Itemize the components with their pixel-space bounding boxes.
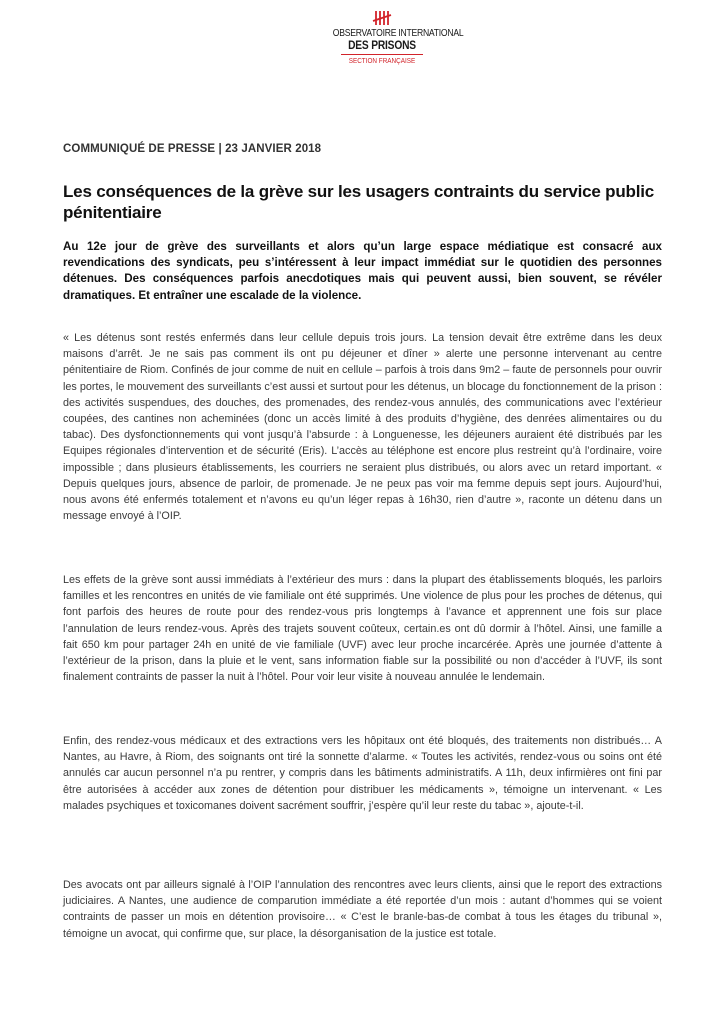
body-paragraph-4: Des avocats ont par ailleurs signalé à l’OIP l’annulation des rencontres avec leurs clients, ainsi que le report des extractions judiciaires. A Nantes, une audience de comparution immédiate a été reportée d’un mois : autant d’hommes qui se voient contraints de passer un mois en détention provisoire… « C’est le branle-bas-de combat à tous les étages du tribunal », témoigne un avocat, qui confirme que, sur place, la désorganisation de la justice est totale. — [63, 879, 662, 940]
oip-logo — [322, 10, 464, 65]
body-paragraph-1: « Les détenus sont restés enfermés dans leur cellule depuis trois jours. La tension devait être extrême dans les deux maisons d’arrêt. Je ne sais pas comment ils ont pu déjeuner et dîner » alerte une personne intervenant au centre pénitentiaire de Riom. Confinés de jour comme de nuit en cellule – parfois à trois dans 9m2 – faute de personnels pour ouvrir les portes, le mouvement des surveillants c’est aussi et surtout pour les détenus, un blocage du fonctionnement de la prison : des activités suspendues, des douches, des promenades, des rendez-vous annulés, des communications avec l’extérieur coupées, des cantines non acheminées (donc un accès limité à des produits d’hygiène, des denrées alimentaires ou du tabac). Des dysfonctionnements qui vont jusqu’à l’absurde : à Longuenesse, les déjeuners auraient été distribués par les Equipes régionales d’intervention et de sécurité (Eris). L’accès au téléphone est encore plus restreint qu’à l’ordinaire, voire impossible ; dans plusieurs établissements, les courriers ne seraient plus distribués, ou alors avec un retard important. « Depuis quelques jours, absence de parloir, de promenade. Je ne peux pas voir ma femme depuis sept jours. Aujourd’hui, nous avons été enfermés totalement et n’avons eu qu’un léger repas à 16h30, rien d’autre », raconte un détenu dans un message envoyé à l’OIP. — [63, 332, 662, 523]
logo-org-line2: DES PRISONS — [348, 38, 416, 52]
logo-divider — [341, 54, 423, 55]
logo-section-line: SECTION FRANÇAISE — [348, 56, 416, 65]
logo-org-line1: OBSERVATOIRE INTERNATIONAL — [332, 27, 464, 39]
body-paragraph-2: Les effets de la grève sont aussi immédiats à l’extérieur des murs : dans la plupart des établissements bloqués, les parloirs familles et les rencontres en unités de vie familiale ont été supprimés. Une violence de plus pour les proches de détenus, qui font parfois des heures de route pour des rendez-vous pris longtemps à l’avance et apprennent une fois sur place l’annulation de leurs rendez-vous. Après des trajets souvent coûteux, certain.es ont dû dormir à l’hôtel. Ainsi, une famille a fait 650 km pour partager 24h en unité de vie familiale (UVF) avec leur proche incarcérée. Après une journée d’attente à l’extérieur de la prison, dans la pluie et le vent, sans information fiable sur la possibilité ou non d’accéder à l’UVF, ils sont finalement contraints de passer la nuit à l’hôtel. Pour voir leur visite à nouveau annulée le lendemain. — [63, 574, 662, 684]
press-release-dateline: COMMUNIQUÉ DE PRESSE | 23 JANVIER 2018 — [63, 143, 322, 155]
body-paragraph-3: Enfin, des rendez-vous médicaux et des extractions vers les hôpitaux ont été bloqués, des traitements non distribués… A Nantes, au Havre, à Riom, des soignants ont tiré la sonnette d’alarme. « Toutes les activités, rendez-vous ou soins ont été annulés car aucun personnel n’a pu rentrer, y compris dans les bâtiments administratifs. A 11h, deux infirmières ont fini par être autorisées à accéder aux zones de détention pour distribuer les médicaments », témoigne un intervenant. « Les malades psychiques et toxicomanes doivent sacrément souffrir, j’espère qu’il leur reste du tabac », ajoute-t-il. — [63, 735, 662, 812]
prison-bars-tally-icon — [371, 10, 393, 26]
lead-paragraph: Au 12e jour de grève des surveillants et alors qu’un large espace médiatique est consacré aux revendications des syndicats, peu s’intéressent à leur impact immédiat sur le quotidien des personnes détenues. Des conséquences parfois anecdotiques mais qui peuvent aussi, bien souvent, se révéler dramatiques. Et entraîner une escalade de la violence. — [63, 240, 662, 302]
document-title: Les conséquences de la grève sur les usagers contraints du service public pénitentiaire — [63, 182, 655, 222]
